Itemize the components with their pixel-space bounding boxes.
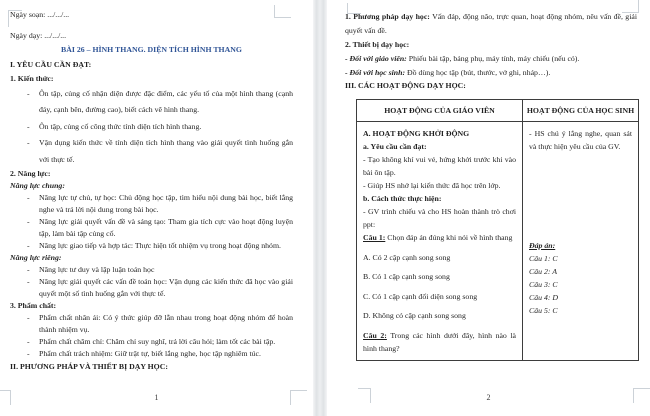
list-item: - Phẩm chất chăm chỉ: Chăm chỉ suy nghĩ, trả lời câu hỏi; làm tốt các bài tập. [27, 337, 276, 346]
page-gap [313, 0, 327, 416]
page-1-content [0, 0, 313, 374]
teacher-activities-header: HOẠT ĐỘNG CỦA GIÁO VIÊN [357, 100, 523, 122]
student-activities-cell [523, 122, 639, 361]
question-2: Câu 2: Trong các hình dưới đây, hình nào là hình thang? [363, 330, 516, 353]
question-1-option: A. Có 2 cặp cạnh song song [363, 252, 451, 262]
lesson-title: BÀI 26 – HÌNH THANG. DIỆN TÍCH HÌNH THANG [61, 45, 242, 54]
goal-item: - Giúp HS nhớ lại kiến thức đã học trên lớp. [363, 181, 501, 190]
student-equipment-line: - Đối với học sinh: Đồ dùng học tập (bút, thước, vở ghi, nháp…). [345, 67, 551, 77]
knowledge-heading: 1. Kiến thức: [10, 73, 54, 83]
bullet-dash: - [27, 193, 30, 202]
section-requirements-heading: I. YÊU CẦU CẦN ĐẠT: [10, 59, 92, 69]
list-item: - Năng lực tư duy và lập luận toán học [27, 265, 155, 274]
bullet-dash: - [27, 277, 30, 286]
question-1-option: C. Có 1 cặp cạnh đối diện song song [363, 291, 478, 301]
teaching-method-paragraph: 1. Phương pháp dạy học: Vấn đáp, động não, trực quan, hoạt động nhóm, nêu vấn đề, giải quyết vấn đề. [345, 12, 637, 35]
table-body-row [357, 122, 639, 361]
page-number-1: 1 [154, 393, 159, 402]
student-note: - HS chú ý lắng nghe, quan sát và thực hiện yêu cầu của GV. [529, 129, 632, 151]
specific-competency-list [10, 264, 293, 300]
general-competency-list [10, 192, 293, 252]
bullet-dash: - [27, 265, 30, 274]
quality-heading: 3. Phẩm chất: [10, 301, 57, 310]
competency-heading: 2. Năng lực: [10, 169, 51, 178]
answer-item: Câu 4: D [529, 293, 559, 302]
teacher-activities-cell [357, 122, 523, 361]
equipment-heading: 2. Thiết bị dạy học: [345, 40, 410, 49]
activity-a-heading: A. HOẠT ĐỘNG KHỞI ĐỘNG [363, 129, 470, 138]
question-1-option: B. Có 1 cặp cạnh song song [363, 272, 450, 281]
section-methods-heading: II. PHƯƠNG PHÁP VÀ THIẾT BỊ DẠY HỌC: [10, 362, 168, 371]
teacher-equipment-line: - Đối với giáo viên: Phiếu bài tập, bảng phụ, máy tính, máy chiếu (nếu có). [345, 54, 580, 63]
bullet-dash: - [27, 217, 30, 226]
activities-table [356, 99, 639, 361]
list-item: - Năng lực giải quyết các vấn đề toán học: Vận dụng các kiến thức đã học vào giải quyết một số tình huống gắn với thực tế. [27, 277, 293, 298]
how-intro: - GV trình chiếu và cho HS hoàn thành trò chơi ppt: [363, 207, 516, 229]
list-item: - Phẩm chất nhân ái: Có ý thức giúp đỡ lẫn nhau trong hoạt động nhóm để hoàn thành nhiệm vụ. [27, 313, 293, 334]
answer-item: Câu 5: C [529, 306, 558, 315]
list-item: - Năng lực giao tiếp và hợp tác: Thực hiện tốt nhiệm vụ trong hoạt động nhóm. [27, 241, 281, 250]
specific-competency-heading: Năng lực riêng: [10, 253, 62, 262]
page-number-2: 2 [486, 393, 491, 402]
list-item: - Ôn tập, củng cố nhận diện được đặc điểm, các yếu tố của một hình thang (cạnh đáy, cạnh bên, đường cao), biết cách vẽ hình thang. [10, 86, 293, 119]
goal-heading: a. Yêu cầu cần đạt: [363, 142, 427, 151]
bullet-dash: - [27, 88, 30, 98]
goal-item: - Tạo không khí vui vẻ, hứng khởi trước khi vào bài ôn tập. [363, 155, 516, 177]
how-heading: b. Cách thức thực hiện: [363, 194, 442, 203]
answer-item: Câu 1: C [529, 254, 558, 263]
table-header-row [357, 100, 639, 122]
page-2-content [327, 0, 650, 361]
list-item: - Phẩm chất trách nhiệm: Giữ trật tự, biết lắng nghe, học tập nghiêm túc. [27, 349, 261, 358]
page-1 [0, 0, 313, 416]
list-item: - Vận dụng kiến thức về tính diện tích hình thang vào giải quyết tình huống gắn với thực tế. [10, 135, 293, 168]
knowledge-list [10, 86, 293, 169]
date-taught: Ngày dạy: .../.../... [10, 30, 67, 40]
quality-list [10, 312, 293, 360]
date-composed: Ngày soạn: .../.../... [10, 10, 70, 19]
question-1-option: D. Không có cặp cạnh song song [363, 311, 466, 320]
bullet-dash: - [27, 313, 30, 322]
answers-heading: Đáp án: [529, 241, 556, 250]
student-activities-header: HOẠT ĐỘNG CỦA HỌC SINH [523, 100, 639, 122]
section-activities-heading: III. CÁC HOẠT ĐỘNG DẠY HỌC: [345, 81, 466, 90]
question-1: Câu 1: Chọn đáp án đúng khi nói về hình thang [363, 233, 513, 242]
answer-item: Câu 2: A [529, 267, 558, 276]
bullet-dash: - [27, 121, 30, 131]
general-competency-heading: Năng lực chung: [10, 181, 65, 190]
answer-item: Câu 3: C [529, 280, 558, 289]
page-2 [327, 0, 650, 416]
bullet-dash: - [27, 349, 30, 358]
bullet-dash: - [27, 241, 30, 250]
list-item: - Năng lực giải quyết vấn đề và sáng tạo: Tham gia tích cực vào hoạt động luyện tập, làm bài tập củng cố. [27, 217, 293, 238]
bullet-dash: - [27, 138, 30, 147]
list-item: - Ôn tập, củng cố công thức tính diện tích hình thang. [10, 119, 293, 136]
list-item: - Năng lực tự chủ, tự học: Chủ động học tập, tìm hiểu nội dung bài học, biết lắng nghe và trả lời nội dung trong bài học. [27, 193, 293, 214]
bullet-dash: - [27, 337, 30, 346]
